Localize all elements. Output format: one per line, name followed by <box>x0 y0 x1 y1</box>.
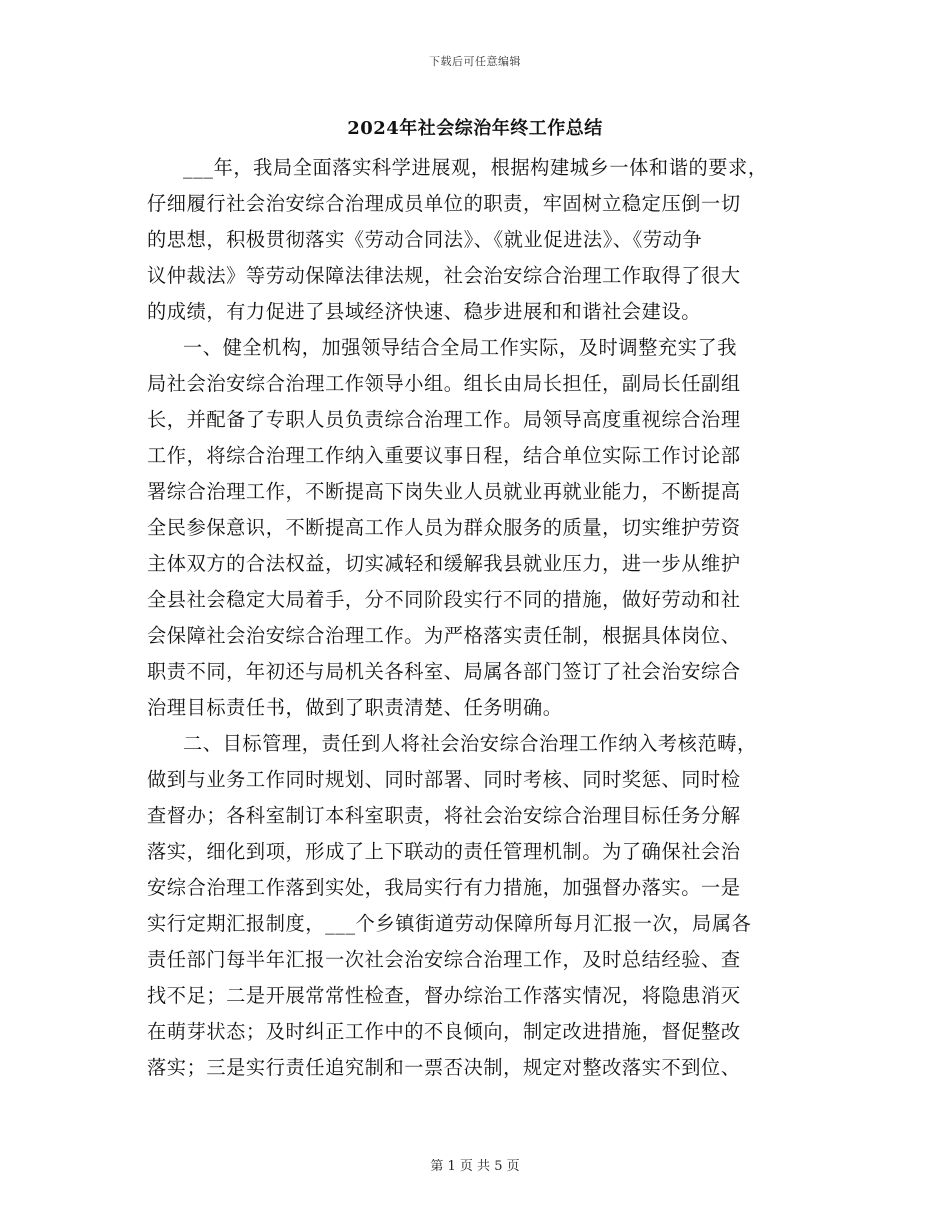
paragraph-2-line-7: 主体双方的合法权益，切实减轻和缓解我县就业压力，进一步从维护 <box>147 552 741 575</box>
paragraph-2-line-5: 署综合治理工作，不断提高下岗失业人员就业再就业能力，不断提高 <box>147 480 741 503</box>
paragraph-2-line-11: 治理目标责任书，做到了职责清楚、任务明确。 <box>147 696 563 719</box>
paragraph-2-line-10: 职责不同，年初还与局机关各科室、局属各部门签订了社会治安综合 <box>147 660 741 683</box>
paragraph-2-line-4: 工作，将综合治理工作纳入重要议事日程，结合单位实际工作讨论部 <box>147 444 741 467</box>
page-header: 下载后可任意编辑 <box>429 55 521 68</box>
paragraph-1-line-4: 议仲裁法》等劳动保障法律法规，社会治安综合治理工作取得了很大 <box>147 264 741 287</box>
paragraph-1-line-5: 的成绩，有力促进了县域经济快速、稳步进展和和谐社会建设。 <box>147 300 702 323</box>
paragraph-3-line-2: 做到与业务工作同时规划、同时部署、同时考核、同时奖惩、同时检 <box>147 768 741 791</box>
paragraph-3-line-8: 找不足；二是开展常常性检查，督办综治工作落实情况，将隐患消灭 <box>147 984 741 1007</box>
paragraph-3-line-7: 责任部门每半年汇报一次社会治安综合治理工作，及时总结经验、查 <box>147 948 741 971</box>
paragraph-2-line-2: 局社会治安综合治理工作领导小组。组长由局长担任，副局长任副组 <box>147 372 741 395</box>
paragraph-2-line-6: 全民参保意识，不断提高工作人员为群众服务的质量，切实维护劳资 <box>147 516 741 539</box>
paragraph-3-line-10: 落实；三是实行责任追究制和一票否决制，规定对整改落实不到位、 <box>147 1056 741 1079</box>
paragraph-2-line-8: 全县社会稳定大局着手，分不同阶段实行不同的措施，做好劳动和社 <box>147 588 741 611</box>
document-body <box>147 150 807 1086</box>
paragraph-1-line-1: ___年，我局全面落实科学进展观，根据构建城乡一体和谐的要求， <box>183 156 768 179</box>
paragraph-2-line-9: 会保障社会治安综合治理工作。为严格落实责任制，根据具体岗位、 <box>147 624 741 647</box>
paragraph-3-line-5: 安综合治理工作落到实处，我局实行有力措施，加强督办落实。一是 <box>147 876 741 899</box>
paragraph-3-line-1: 二、目标管理，责任到人将社会治安综合治理工作纳入考核范畴， <box>183 732 757 755</box>
paragraph-3-line-4: 落实，细化到项，形成了上下联动的责任管理机制。为了确保社会治 <box>147 840 741 863</box>
paragraph-3-line-3: 查督办；各科室制订本科室职责，将社会治安综合治理目标任务分解 <box>147 804 741 827</box>
document-title: 2024年社会综治年终工作总结 <box>347 118 603 139</box>
paragraph-2-line-1: 一、健全机构，加强领导结合全局工作实际，及时调整充实了我 <box>183 336 738 359</box>
paragraph-2-line-3: 长，并配备了专职人员负责综合治理工作。局领导高度重视综合治理 <box>147 408 741 431</box>
paragraph-3-line-6: 实行定期汇报制度，___个乡镇街道劳动保障所每月汇报一次，局属各 <box>147 912 752 935</box>
paragraph-3-line-9: 在萌芽状态；及时纠正工作中的不良倾向，制定改进措施，督促整改 <box>147 1020 741 1043</box>
paragraph-1-line-2: 仔细履行社会治安综合治理成员单位的职责，牢固树立稳定压倒一切 <box>147 192 741 215</box>
paragraph-1-line-3: 的思想，积极贯彻落实《劳动合同法》、《就业促进法》、《劳动争 <box>147 228 703 251</box>
page-footer: 第 1 页 共 5 页 <box>430 1159 520 1174</box>
